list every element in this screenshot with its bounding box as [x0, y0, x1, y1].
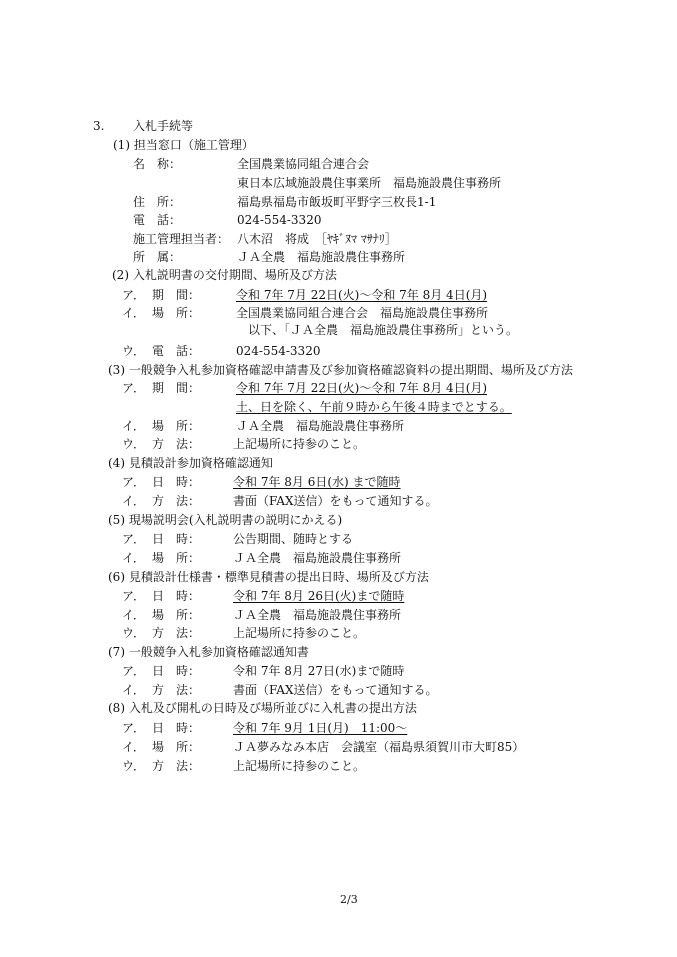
section-number: 3.	[93, 119, 105, 133]
address-label: 住 所：	[133, 195, 182, 209]
row-label: 電 話：	[152, 344, 201, 358]
row-marker: ア．	[122, 721, 146, 735]
row-label: 方 法：	[152, 683, 201, 697]
item-1-heading: (1) 担当窓口（施工管理）	[113, 138, 254, 152]
row-label: 方 法：	[152, 626, 201, 640]
row-value: ＪＡ夢みなみ本店 会議室（福島県須賀川市大町85）	[233, 740, 525, 754]
row-label: 日 時：	[152, 589, 201, 603]
row-marker: ウ．	[122, 437, 146, 451]
row-value: 上記場所に持参のこと。	[233, 759, 366, 773]
row-marker: イ．	[122, 740, 145, 754]
row-marker: ア．	[122, 475, 146, 489]
row-marker: イ．	[122, 683, 145, 697]
page-number: 2/3	[340, 893, 358, 906]
row-label: 期 間：	[152, 288, 201, 302]
row-marker: ウ．	[122, 626, 146, 640]
row-value: 全国農業協同組合連合会 福島施設農住事務所	[236, 306, 489, 320]
row-value: 令和 7年 9月 1日(月) 11:00～	[233, 721, 408, 735]
row-label: 場 所：	[152, 306, 201, 320]
row-marker: ア．	[122, 381, 146, 395]
row-label: 日 時：	[152, 475, 201, 489]
row-label: 日 時：	[152, 721, 201, 735]
row-label: 場 所：	[152, 419, 201, 433]
row-marker: イ．	[122, 419, 145, 433]
name-value: 全国農業協同組合連合会	[237, 157, 370, 171]
row-label: 場 所：	[152, 551, 201, 565]
row-value: ＪＡ全農 福島施設農住事務所	[233, 551, 402, 565]
row-label: 方 法：	[152, 494, 201, 508]
row-marker: イ．	[122, 494, 145, 508]
row-value: 令和 7年 8月 27日(水)まで随時	[233, 664, 405, 678]
row-label: 場 所：	[152, 608, 201, 622]
row-marker: ア．	[122, 532, 146, 546]
item-7-heading: (7) 一般競争入札参加資格確認通知書	[108, 645, 309, 659]
row-value: 公告期間、随時とする	[233, 532, 354, 546]
row-label: 方 法：	[152, 759, 201, 773]
department-label: 所 属：	[133, 250, 182, 264]
row-marker: イ．	[122, 551, 145, 565]
row-label: 場 所：	[152, 740, 201, 754]
row-value: 令和 7年 7月 22日(火)～令和 7年 8月 4日(月)	[236, 288, 488, 302]
row-label: 日 時：	[152, 532, 201, 546]
row-value: 書面（FAX送信）をもって通知する。	[233, 683, 438, 697]
row-value: 書面（FAX送信）をもって通知する。	[233, 494, 438, 508]
row-value: 令和 7年 8月 26日(火)まで随時	[233, 589, 405, 603]
row-value: ＪＡ全農 福島施設農住事務所	[233, 608, 402, 622]
row-label: 方 法：	[152, 437, 201, 451]
row-value: 上記場所に持参のこと。	[233, 626, 366, 640]
item-3-heading: (3) 一般競争入札参加資格確認申請書及び参加資格確認資料の提出期間、場所及び方法	[108, 363, 573, 377]
name-label: 名 称：	[133, 157, 182, 171]
section-title: 入札手続等	[133, 119, 194, 133]
section-header	[0, 118, 677, 134]
row-value: 令和 7年 8月 6日(水) まで随時	[233, 475, 401, 489]
phone-value: 024-554-3320	[237, 213, 322, 227]
row-value: 024-554-3320	[236, 344, 321, 358]
item-4-heading: (4) 見積設計参加資格確認通知	[108, 456, 273, 470]
row-marker: ア．	[122, 664, 146, 678]
item-5-heading: (5) 現場説明会(入札説明書の説明にかえる)	[108, 513, 343, 527]
manager-label: 施工管理担当者：	[133, 232, 230, 246]
item-8-heading: (8) 入札及び開札の日時及び場所並びに入札書の提出方法	[108, 701, 417, 715]
row-label: 日 時：	[152, 664, 201, 678]
item-6-heading: (6) 見積設計仕様書・標準見積書の提出日時、場所及び方法	[108, 570, 429, 584]
row-value: 上記場所に持参のこと。	[233, 437, 366, 451]
row-marker: ウ．	[122, 759, 146, 773]
row-value-line-2: 土、日を除く、午前９時から午後４時までとする。	[236, 400, 512, 414]
manager-value: 八木沼 将成 ［ﾔｷﾞﾇﾏ ﾏｻﾅﾘ］	[237, 232, 397, 246]
row-marker: イ．	[122, 306, 145, 320]
row-label: 期 間：	[152, 381, 201, 395]
department-value: ＪＡ全農 福島施設農住事務所	[237, 250, 406, 264]
row-value: 令和 7年 7月 22日(火)～令和 7年 8月 4日(月)	[236, 381, 488, 395]
row-value: ＪＡ全農 福島施設農住事務所	[236, 419, 405, 433]
address-value: 福島県福島市飯坂町平野字三枚長1-1	[237, 195, 437, 209]
item-2-heading: (2) 入札説明書の交付期間、場所及び方法	[112, 268, 337, 282]
phone-label: 電 話：	[133, 213, 182, 227]
row-marker: ア．	[122, 589, 146, 603]
row-marker: ウ．	[122, 344, 146, 358]
row-value-note: 以下、「ＪＡ全農 福島施設農住事務所」という。	[248, 323, 519, 337]
row-marker: イ．	[122, 608, 145, 622]
row-marker: ア．	[122, 288, 146, 302]
name-value-line-2: 東日本広域施設農住事業所 福島施設農住事務所	[237, 176, 502, 190]
